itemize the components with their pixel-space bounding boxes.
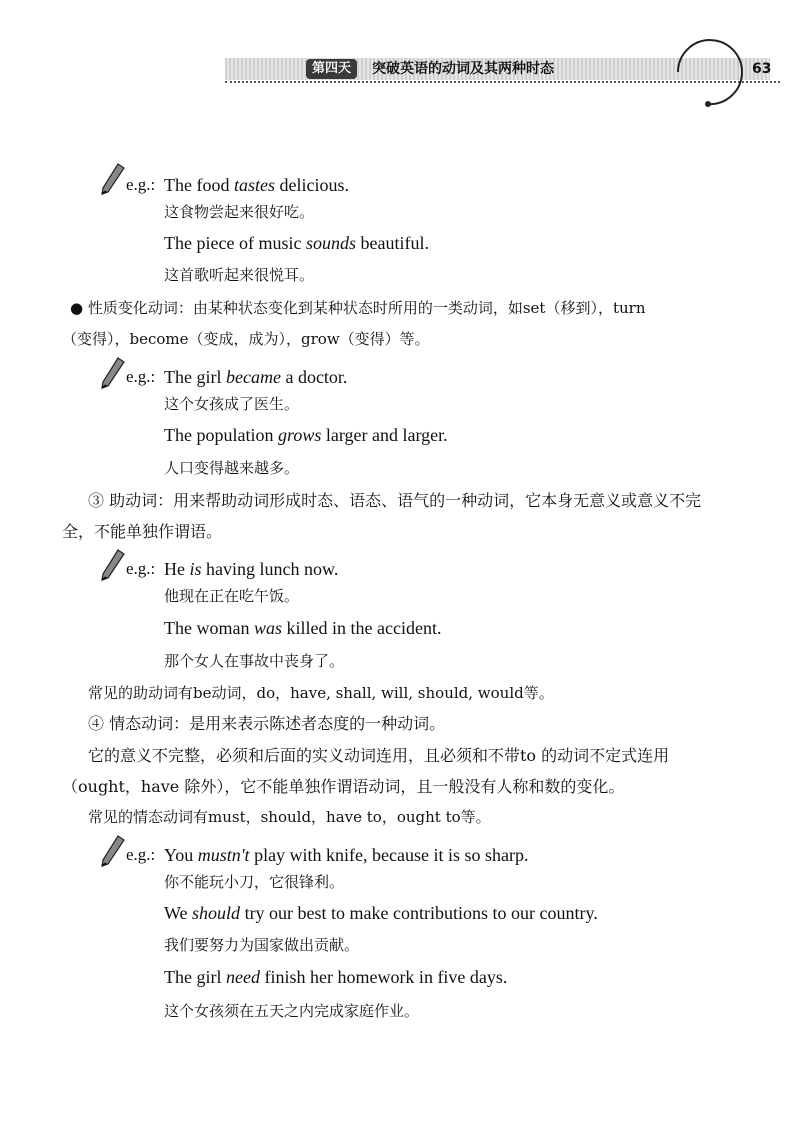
- paragraph: ③ 助动词：用来帮助动词形成时态、语态、语气的一种动词，它本身无意义或意义不完: [88, 491, 702, 510]
- page-number: 63: [752, 61, 772, 77]
- example-sentence: [164, 966, 507, 988]
- emphasis: need: [225, 967, 260, 987]
- emphasis: sounds: [305, 233, 356, 253]
- emphasis: should: [192, 903, 241, 923]
- text: delicious.: [275, 175, 349, 195]
- paragraph: ● 性质变化动词：由某种状态变化到某种状态时所用的一类动词，如set（移到），turn: [70, 299, 646, 317]
- emphasis: tastes: [233, 175, 275, 195]
- text: larger and larger.: [321, 425, 448, 445]
- paragraph: （ought，have 除外），它不能单独作谓语动词，且一般没有人称和数的变化。: [62, 777, 625, 796]
- example-sentence: [164, 558, 338, 580]
- text: a doctor.: [280, 367, 348, 387]
- emphasis: was: [253, 618, 282, 638]
- decorative-arc-icon: [668, 32, 748, 112]
- text: He: [164, 559, 190, 579]
- example-sentence: [164, 902, 598, 924]
- paragraph: ④ 情态动词：是用来表示陈述者态度的一种动词。: [88, 714, 446, 733]
- text: You: [164, 845, 198, 865]
- emphasis: is: [189, 559, 202, 579]
- example-sentence: [164, 366, 347, 388]
- eg-label: e.g.:: [126, 175, 156, 194]
- text: beautiful.: [355, 233, 429, 253]
- eg-label: e.g.:: [126, 559, 156, 578]
- paragraph: （变得），become（变成，成为），grow（变得）等。: [62, 330, 430, 348]
- example-translation: 我们要努力为国家做出贡献。: [164, 936, 360, 954]
- pencil-icon: [98, 834, 126, 868]
- example-sentence: [164, 232, 429, 254]
- example-sentence: [164, 424, 448, 446]
- text: The piece of music: [164, 233, 306, 253]
- emphasis: grows: [277, 425, 322, 445]
- example-sentence: [164, 617, 441, 639]
- day-badge: 第四天: [306, 59, 357, 79]
- text: finish her homework in five days.: [259, 967, 508, 987]
- example-translation: 他现在正在吃午饭。: [164, 587, 300, 605]
- example-translation: 这个女孩须在五天之内完成家庭作业。: [164, 1002, 420, 1020]
- text: The food: [164, 175, 234, 195]
- text: The girl: [164, 967, 226, 987]
- text: The population: [164, 425, 278, 445]
- emphasis: became: [225, 367, 281, 387]
- eg-label: e.g.:: [126, 845, 156, 864]
- example-translation: 这个女孩成了医生。: [164, 395, 300, 413]
- paragraph: 常见的助动词有be动词，do，have, shall, will, should, would等。: [88, 684, 554, 702]
- text: having lunch now.: [201, 559, 339, 579]
- text: We: [164, 903, 193, 923]
- text: try our best to make contributions to our country.: [240, 903, 598, 923]
- emphasis: mustn't: [197, 845, 250, 865]
- page-header: [0, 0, 800, 110]
- example-sentence: [164, 844, 529, 866]
- example-translation: 这首歌听起来很悦耳。: [164, 266, 315, 284]
- text: The woman: [164, 618, 254, 638]
- pencil-icon: [98, 548, 126, 582]
- example-translation: 人口变得越来越多。: [164, 459, 300, 477]
- example-translation: 你不能玩小刀，它很锋利。: [164, 873, 345, 891]
- example-translation: 那个女人在事故中丧身了。: [164, 652, 345, 670]
- text: killed in the accident.: [282, 618, 442, 638]
- chapter-title: 突破英语的动词及其两种时态: [372, 61, 554, 77]
- text: play with knife, because it is so sharp.: [249, 845, 529, 865]
- example-translation: 这食物尝起来很好吃。: [164, 203, 315, 221]
- paragraph: 全，不能单独作谓语。: [62, 522, 223, 541]
- paragraph: 它的意义不完整，必须和后面的实义动词连用，且必须和不带to 的动词不定式连用: [88, 746, 670, 765]
- pencil-icon: [98, 162, 126, 196]
- eg-label: e.g.:: [126, 367, 156, 386]
- pencil-icon: [98, 356, 126, 390]
- example-sentence: [164, 174, 349, 196]
- text: The girl: [164, 367, 226, 387]
- paragraph: 常见的情态动词有must，should，have to，ought to等。: [88, 808, 491, 826]
